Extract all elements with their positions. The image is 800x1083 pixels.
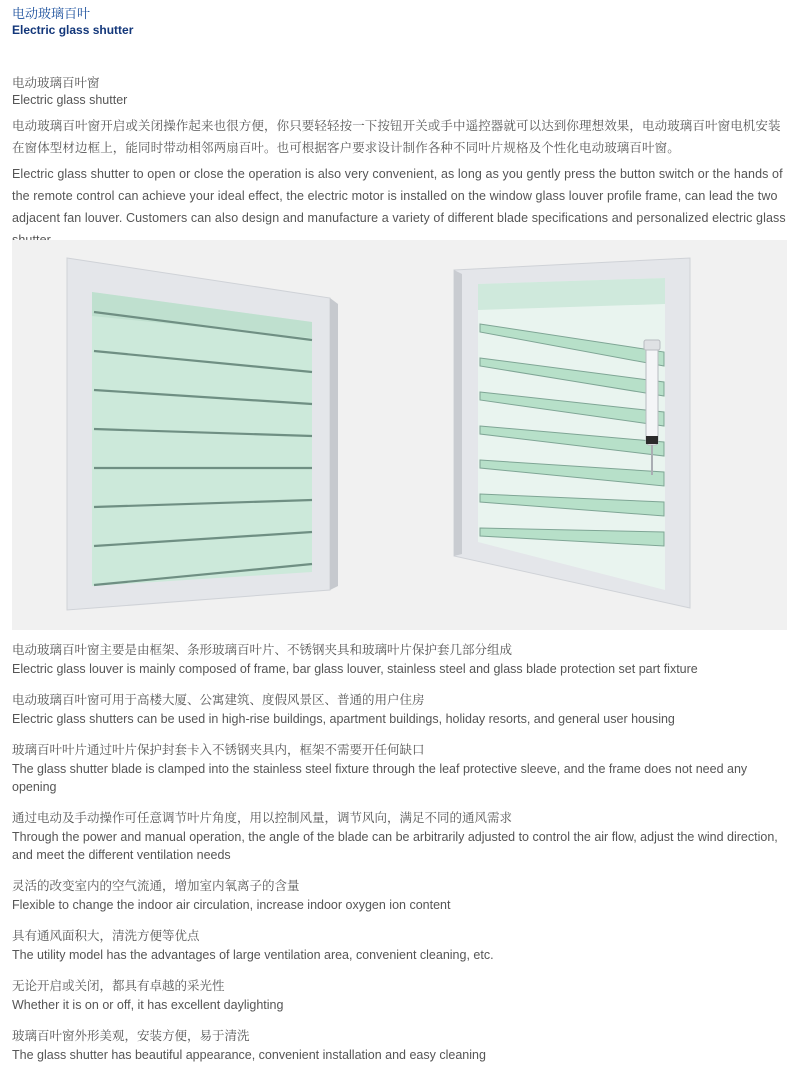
window-illustrations <box>12 240 787 630</box>
feature-item <box>12 640 792 678</box>
feature-text-en: Flexible to change the indoor air circulation, increase indoor oxygen ion content <box>12 898 451 912</box>
feature-text-cn: 具有通风面积大，清洗方便等优点 <box>12 929 200 943</box>
feature-item <box>12 690 792 728</box>
intro-heading-cn: 电动玻璃百叶窗 <box>12 76 100 90</box>
open-window-illustration <box>454 258 690 608</box>
product-figure <box>12 240 787 630</box>
closed-window-illustration <box>67 258 338 610</box>
feature-text-cn: 电动玻璃百叶窗可用于高楼大厦、公寓建筑、度假风景区、普通的用户住房 <box>12 693 425 707</box>
intro-section <box>12 75 790 255</box>
page-title-cn: 电动玻璃百叶 <box>12 6 91 21</box>
feature-text-en: Electric glass louver is mainly composed of frame, bar glass louver, stainless steel and glass blade protection set part fixture <box>12 662 698 676</box>
intro-paragraph-en: Electric glass shutter to open or close the operation is also very convenient, as long as you gently press the button switch or the hands of the remote control can achieve your ideal effect, the electric motor is installed on the window glass louver profile frame, can lead the two adjacent fan louver. Customers can also design and manufacture a variety of different blade specifications and personalized electric glass <box>12 167 786 225</box>
feature-item <box>12 876 792 914</box>
feature-item <box>12 926 792 964</box>
feature-item <box>12 808 792 864</box>
feature-text-en: Electric glass shutters can be used in high-rise buildings, apartment buildings, holiday resorts, and general user housing <box>12 712 675 726</box>
feature-item <box>12 1026 792 1064</box>
intro-paragraph-cn: 电动玻璃百叶窗开启或关闭操作起来也很方便，你只要轻轻按一下按钮开关或手中遥控器就可以达到你理想效果，电动玻璃百叶窗电机安装在窗体型材边框上，能同时带动相邻两扇百叶。也可根据客户要求设计制作各种不同叶片规格及个性化电动玻璃百叶窗。 <box>12 119 781 155</box>
feature-text-en: The glass shutter has beautiful appearance, convenient installation and easy cleaning <box>12 1048 486 1062</box>
feature-text-cn: 无论开启或关闭，都具有卓越的采光性 <box>12 979 225 993</box>
feature-text-en: Through the power and manual operation, the angle of the blade can be arbitrarily adjusted to control the air flow, adjust the wind direction, and meet the different ventilation needs <box>12 830 778 862</box>
intro-heading-en: Electric glass shutter <box>12 93 128 107</box>
feature-text-en: Whether it is on or off, it has excellent daylighting <box>12 998 284 1012</box>
feature-text-cn: 玻璃百叶窗外形美观，安装方便，易于清洗 <box>12 1029 250 1043</box>
feature-item <box>12 740 792 796</box>
feature-list <box>12 640 792 1076</box>
feature-text-cn: 通过电动及手动操作可任意调节叶片角度，用以控制风量，调节风向，满足不同的通风需求 <box>12 811 513 825</box>
feature-text-en: The utility model has the advantages of large ventilation area, convenient cleaning, etc. <box>12 948 494 962</box>
feature-item <box>12 976 792 1014</box>
page-header <box>12 5 133 38</box>
page-title-en: Electric glass shutter <box>12 23 134 37</box>
feature-text-en: The glass shutter blade is clamped into the stainless steel fixture through the leaf protective sleeve, and the frame does not need any opening <box>12 762 748 794</box>
feature-text-cn: 灵活的改变室内的空气流通，增加室内氧离子的含量 <box>12 879 300 893</box>
feature-text-cn: 电动玻璃百叶窗主要是由框架、条形玻璃百叶片、不锈钢夹具和玻璃叶片保护套几部分组成 <box>12 643 513 657</box>
feature-text-cn: 玻璃百叶叶片通过叶片保护封套卡入不锈钢夹具内，框架不需要开任何缺口 <box>12 743 425 757</box>
